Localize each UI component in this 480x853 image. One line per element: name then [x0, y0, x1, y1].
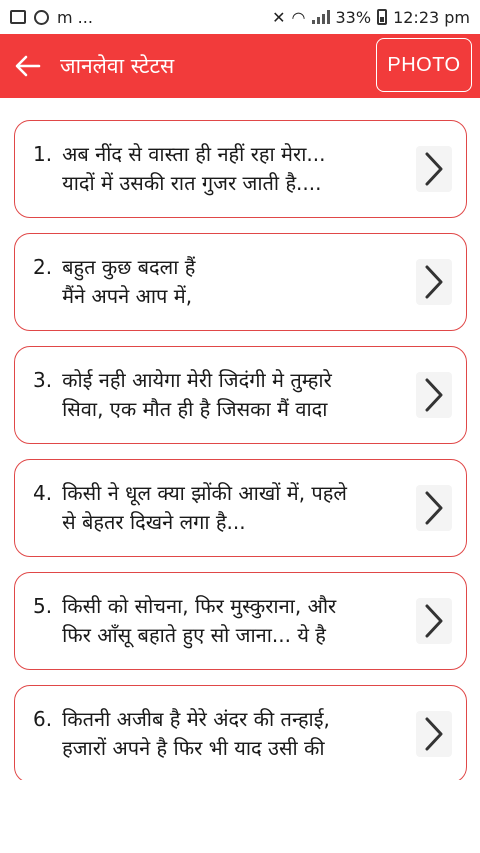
status-number: 6. [33, 707, 53, 731]
back-button[interactable] [0, 34, 56, 98]
status-text [33, 253, 195, 311]
back-arrow-icon [15, 55, 41, 77]
photo-button[interactable]: PHOTO [376, 38, 472, 92]
wifi-icon: ◠ [291, 7, 306, 27]
gallery-notification-icon [10, 10, 26, 24]
signal-icon [312, 10, 330, 24]
status-body: बहुत कुछ बदला हैं मैंने अपने आप में, [62, 255, 196, 308]
status-text [33, 479, 347, 537]
status-card[interactable] [14, 572, 467, 670]
battery-percent: 33% [335, 7, 372, 27]
chevron-right-icon[interactable] [416, 485, 452, 531]
status-text [33, 592, 336, 650]
status-body: किसी ने धूल क्या झोंकी आखों में, पहले से बेहतर दिखने लगा है... [62, 481, 347, 534]
status-card[interactable] [14, 120, 467, 218]
battery-icon [377, 9, 387, 25]
status-card[interactable] [14, 346, 467, 444]
status-number: 5. [33, 594, 53, 618]
status-body: कितनी अजीब है मेरे अंदर की तन्हाई, हजारों अपने है फिर भी याद उसी की [62, 707, 330, 760]
instagram-notification-icon [34, 10, 49, 25]
status-left-text: m ... [57, 7, 93, 27]
app-bar [0, 34, 480, 98]
chevron-right-icon[interactable] [416, 259, 452, 305]
status-number: 2. [33, 255, 53, 279]
status-left [10, 8, 93, 27]
status-text [33, 705, 330, 763]
status-card[interactable] [14, 459, 467, 557]
status-bar [0, 0, 480, 34]
chevron-right-icon[interactable] [416, 711, 452, 757]
status-card[interactable] [14, 233, 467, 331]
chevron-right-icon[interactable] [416, 372, 452, 418]
chevron-right-icon[interactable] [416, 146, 452, 192]
chevron-right-icon[interactable] [416, 598, 452, 644]
status-body: कोई नही आयेगा मेरी जिदंगी मे तुम्हारे सिवा, एक मौत ही है जिसका मैं वादा [62, 368, 332, 421]
status-text [33, 366, 332, 424]
status-time: 12:23 pm [393, 7, 470, 27]
status-right [272, 8, 470, 27]
status-number: 3. [33, 368, 53, 392]
status-body: अब नींद से वास्ता ही नहीं रहा मेरा... यादों में उसकी रात गुजर जाती है.... [62, 142, 326, 195]
status-number: 1. [33, 142, 53, 166]
status-list [14, 120, 467, 780]
page-title: जानलेवा स्टेटस [60, 54, 175, 78]
mute-icon: ✕ [272, 7, 286, 27]
status-number: 4. [33, 481, 53, 505]
status-list-viewport[interactable] [0, 100, 480, 780]
status-body: किसी को सोचना, फिर मुस्कुराना, और फिर आँसू बहाते हुए सो जाना... ये है [62, 594, 337, 647]
status-text [33, 140, 325, 198]
status-card[interactable] [14, 685, 467, 780]
